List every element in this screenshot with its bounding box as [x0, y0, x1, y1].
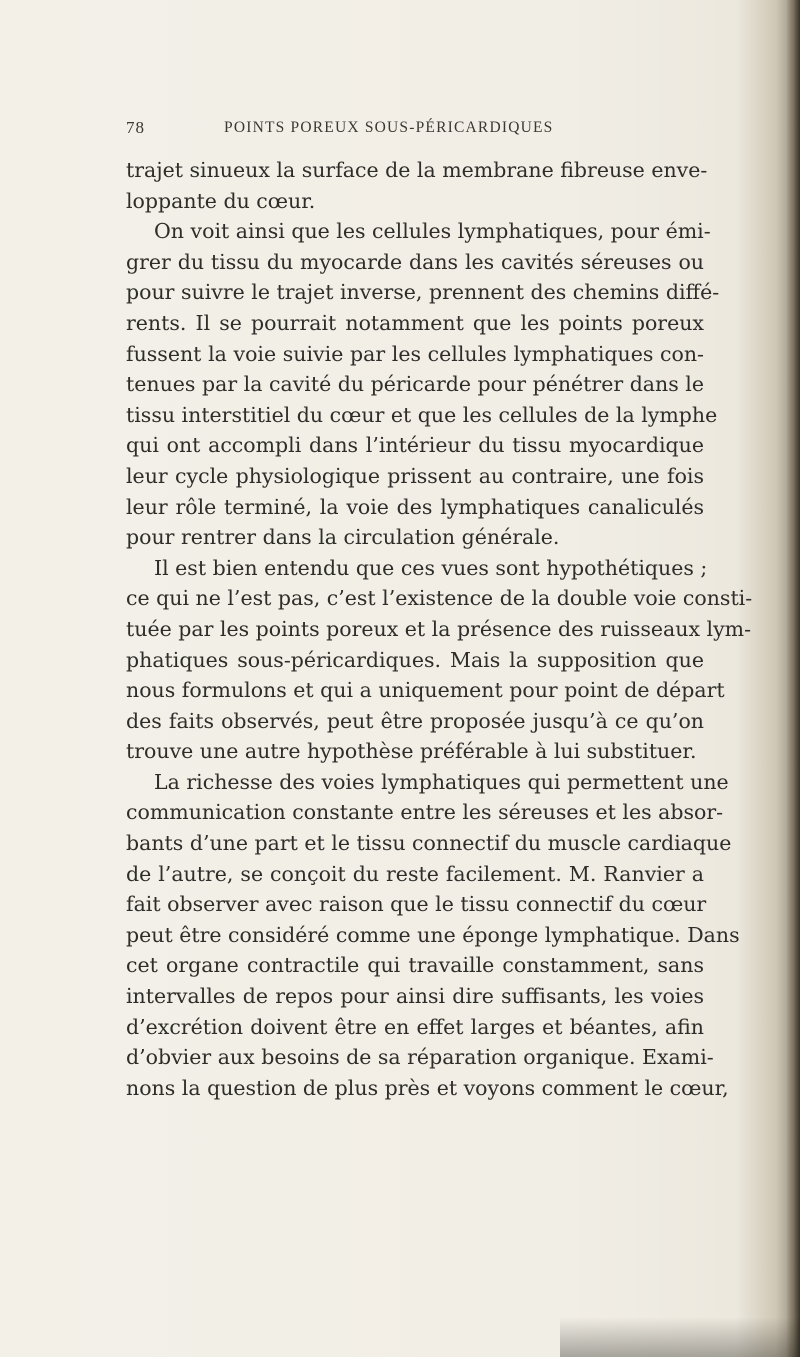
text-line: nous formulons et qui a uniquement pour point de départ [126, 678, 725, 703]
text-line: grer du tissu du myocarde dans les cavités séreuses ou [126, 249, 704, 274]
body-text [126, 155, 753, 1103]
text-line: de l’autre, se conçoit du reste facilement. M. Ranvier a [126, 861, 704, 886]
page-header [126, 118, 696, 142]
text-line: La richesse des voies lymphatiques qui permettent une [154, 769, 729, 794]
text-line: tuée par les points poreux et la présence des ruisseaux lym- [126, 616, 752, 641]
text-line: communication constante entre les séreuses et les absor- [126, 800, 724, 825]
text-line: qui ont accompli dans l’intérieur du tissu myocardique [126, 433, 704, 458]
text-line: leur rôle terminé, la voie des lymphatiques canaliculés [126, 494, 704, 519]
page-bottom-shadow [560, 1317, 800, 1357]
page-edge-shadow [786, 0, 800, 1357]
text-line: Il est bien entendu que ces vues sont hypothétiques ; [154, 555, 708, 580]
text-line: trouve une autre hypothèse préférable à lui substituer. [126, 739, 697, 764]
text-line: trajet sinueux la surface de la membrane fibreuse enve- [126, 158, 708, 182]
text-line: tissu interstitiel du cœur et que les cellules de la lymphe [126, 402, 718, 427]
text-line: d’obvier aux besoins de sa réparation organique. Exami- [126, 1045, 714, 1070]
text-line: loppante du cœur. [126, 188, 316, 213]
text-line: leur cycle physiologique prissent au contraire, une fois [126, 463, 704, 488]
text-line: des faits observés, peut être proposée jusqu’à ce qu’on [126, 708, 704, 733]
text-line: fait observer avec raison que le tissu connectif du cœur [126, 892, 707, 917]
text-line: phatiques sous-péricardiques. Mais la supposition que [126, 647, 704, 672]
text-line: rents. Il se pourrait notamment que les points poreux [126, 310, 704, 335]
text-line: cet organe contractile qui travaille constamment, sans [126, 953, 704, 978]
text-line: bants d’une part et le tissu connectif du muscle cardiaque [126, 831, 732, 856]
text-line: pour rentrer dans la circulation générale. [126, 525, 560, 550]
text-line: tenues par la cavité du péricarde pour pénétrer dans le [126, 372, 704, 397]
text-line: d’excrétion doivent être en effet larges et béantes, afin [126, 1014, 704, 1039]
text-line: intervalles de repos pour ainsi dire suffisants, les voies [126, 984, 704, 1009]
text-line: ce qui ne l’est pas, c’est l’existence de la double voie consti- [126, 586, 753, 611]
text-line: peut être considéré comme une éponge lymphatique. Dans [126, 922, 740, 947]
text-line: nons la question de plus près et voyons comment le cœur, [126, 1075, 729, 1100]
page-number: 78 [126, 118, 145, 137]
running-title: POINTS POREUX SOUS-PÉRICARDIQUES [224, 119, 554, 136]
text-line: On voit ainsi que les cellules lymphatiques, pour émi- [154, 219, 711, 244]
text-line: fussent la voie suivie par les cellules lymphatiques con- [126, 341, 704, 366]
text-line: pour suivre le trajet inverse, prennent des chemins diffé- [126, 280, 720, 305]
